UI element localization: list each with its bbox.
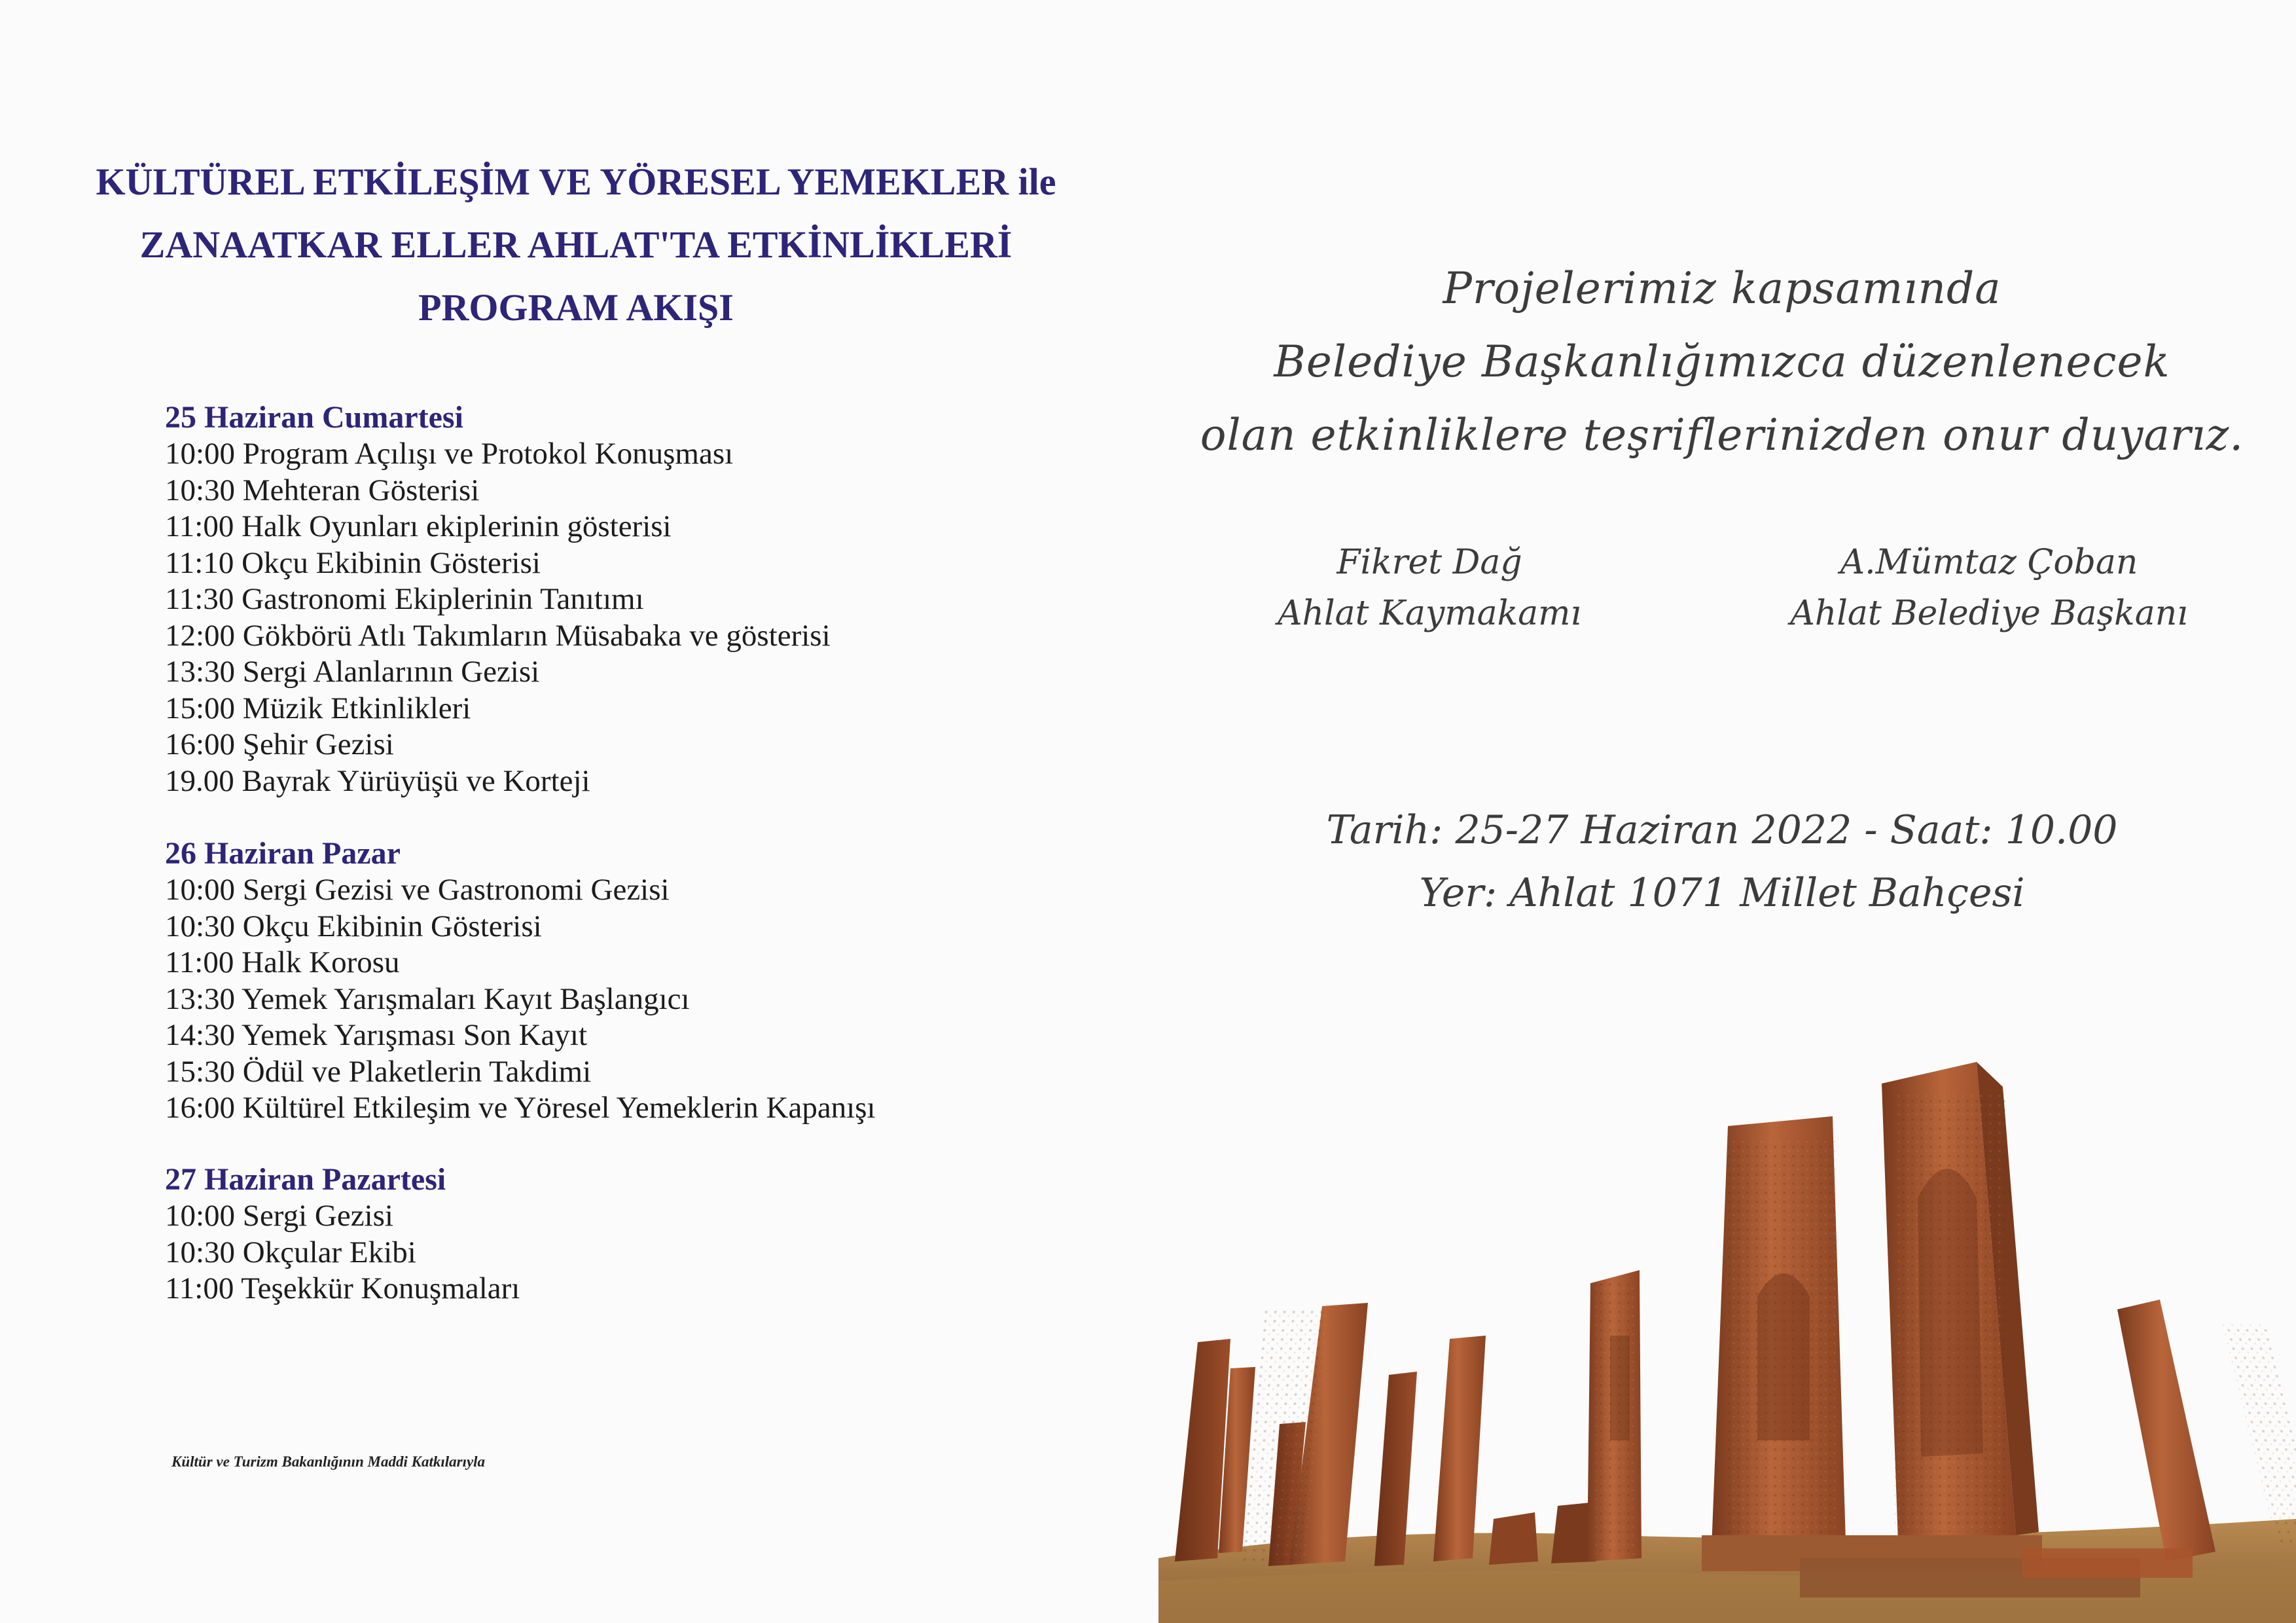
day-block-26-june (165, 835, 1134, 1127)
invitation-message (1187, 252, 2257, 472)
day-block-27-june (165, 1161, 1134, 1307)
ahlat-tombstones-illustration (1158, 943, 2296, 1623)
signatory-title: Ahlat Belediye Başkanı (1790, 594, 2188, 633)
schedule-list (165, 1198, 1134, 1307)
sponsor-footnote: Kültür ve Turizm Bakanlığının Maddi Katkılarıyla (171, 1453, 486, 1470)
schedule-item: 11:10 Okçu Ekibinin Gösterisi (165, 545, 541, 580)
day-heading: 27 Haziran Pazartesi (165, 1162, 446, 1197)
signatory-name: Fikret Dağ (1336, 543, 1522, 582)
signatory-name: A.Mümtaz Çoban (1840, 543, 2138, 582)
schedule-item: 11:00 Halk Korosu (165, 945, 400, 979)
schedule-item: 13:30 Yemek Yarışmaları Kayıt Başlangıcı (165, 981, 690, 1016)
signatory-mayor (1773, 537, 2205, 639)
schedule-item: 10:30 Okçu Ekibinin Gösterisi (165, 909, 542, 943)
invitation-panel (1148, 0, 2296, 1623)
signatory-title: Ahlat Kaymakamı (1277, 594, 1582, 633)
schedule-item: 15:00 Müzik Etkinlikleri (165, 691, 471, 725)
schedule-item: 10:00 Program Açılışı ve Protokol Konuşması (165, 437, 734, 471)
schedule-item: 14:30 Yemek Yarışması Son Kayıt (165, 1018, 588, 1052)
invitation-line-3: olan etkinliklere teşriflerinizden onur duyarız. (1200, 410, 2244, 460)
schedule-item: 10:00 Sergi Gezisi ve Gastronomi Gezisi (165, 873, 670, 907)
schedule-item: 16:00 Kültürel Etkileşim ve Yöresel Yemeklerin Kapanışı (165, 1091, 876, 1125)
title-line-2: ZANAATKAR ELLER AHLAT'TA ETKİNLİKLERİ (139, 223, 1013, 266)
schedule-item: 15:30 Ödül ve Plaketlerin Takdimi (165, 1054, 592, 1089)
invitation-line-1: Projelerimiz kapsamında (1443, 263, 2001, 314)
schedule-item: 12:00 Gökbörü Atlı Takımların Müsabaka ve gösterisi (165, 618, 831, 653)
schedule-list (165, 436, 1134, 799)
schedule-item: 10:30 Mehteran Gösterisi (165, 473, 480, 507)
signatory-district-governor (1213, 537, 1645, 639)
title-line-3: PROGRAM AKIŞI (418, 286, 734, 329)
day-block-25-june (165, 399, 1134, 799)
schedule-item: 16:00 Şehir Gezisi (165, 727, 394, 761)
program-title (39, 151, 1113, 339)
event-details (1187, 799, 2257, 924)
schedule-item: 10:30 Okçular Ekibi (165, 1235, 416, 1269)
day-heading: 25 Haziran Cumartesi (165, 400, 463, 435)
event-date-time: Tarih: 25-27 Haziran 2022 - Saat: 10.00 (1326, 807, 2118, 853)
title-line-1: KÜLTÜREL ETKİLEŞİM VE YÖRESEL YEMEKLER ile (96, 160, 1056, 203)
schedule-item: 11:30 Gastronomi Ekiplerinin Tanıtımı (165, 582, 644, 616)
event-location: Yer: Ahlat 1071 Millet Bahçesi (1419, 870, 2025, 916)
schedule-item: 10:00 Sergi Gezisi (165, 1199, 393, 1233)
day-heading: 26 Haziran Pazar (165, 836, 401, 871)
invitation-line-2: Belediye Başkanlığımızca düzenlenecek (1274, 337, 2170, 387)
schedule-item: 13:30 Sergi Alanlarının Gezisi (165, 655, 540, 689)
schedule-item: 19.00 Bayrak Yürüyüşü ve Korteji (165, 763, 590, 798)
schedule-item: 11:00 Halk Oyunları ekiplerinin gösterisi (165, 509, 672, 543)
schedule-item: 11:00 Teşekkür Konuşmaları (165, 1271, 520, 1305)
schedule-list (165, 872, 1134, 1127)
